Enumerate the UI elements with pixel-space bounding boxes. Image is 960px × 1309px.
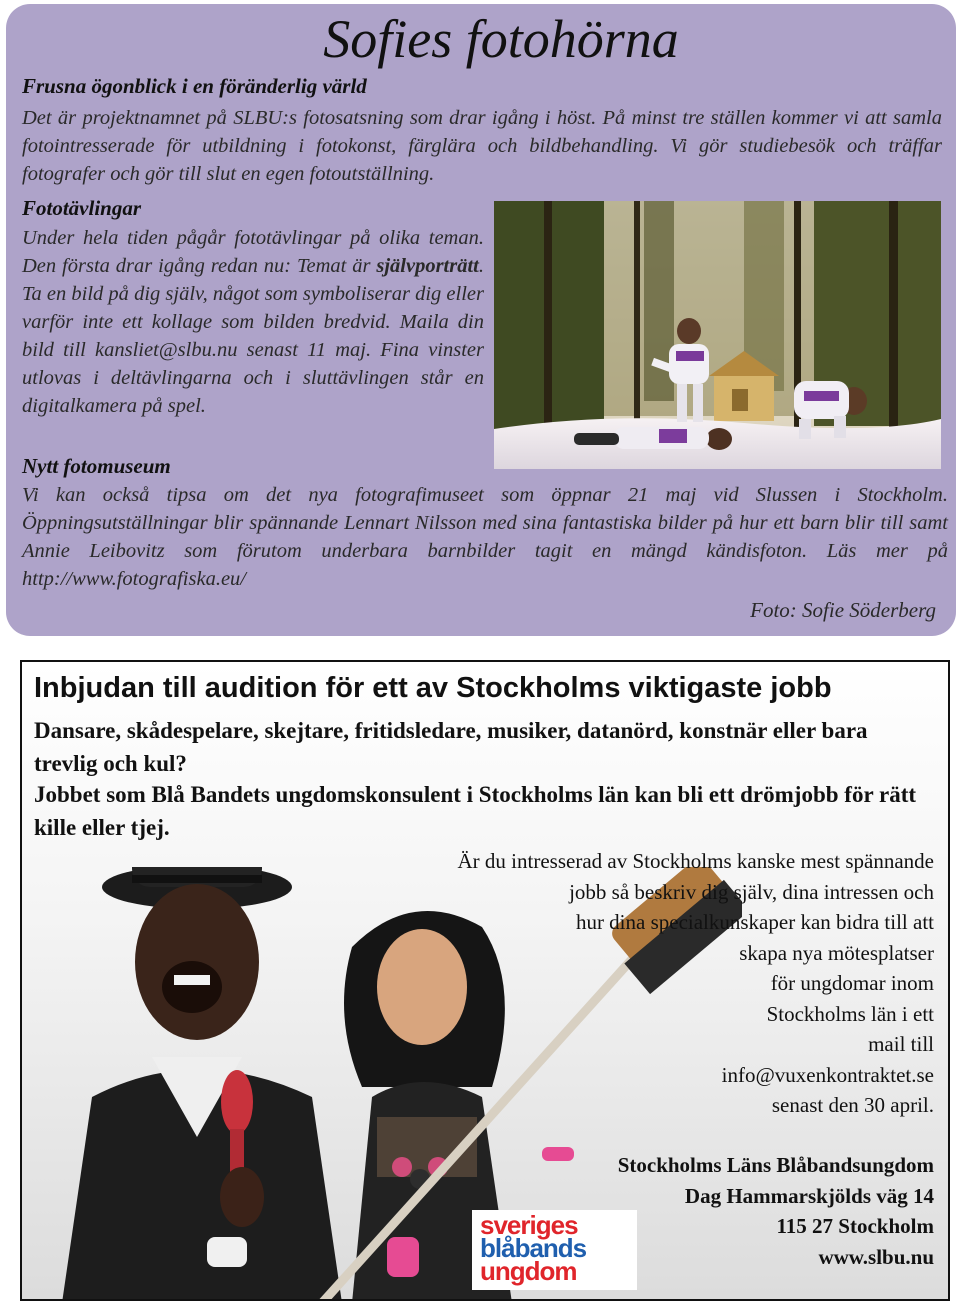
website-link[interactable]: www.slbu.nu — [818, 1244, 934, 1269]
photo-credit: Foto: Sofie Söderberg — [750, 598, 936, 622]
contest-theme: självporträtt — [376, 255, 479, 277]
ad-title: Inbjudan till audition för ett av Stockholms viktigaste jobb — [34, 672, 832, 704]
ad-body-line: Är du intresserad av Stockholms kanske mest spännande — [457, 849, 934, 873]
contest-paragraph — [22, 224, 484, 420]
self-portrait-collage-photo — [494, 201, 941, 469]
museum-paragraph: Vi kan också tipsa om det nya fotografimuseet som öppnar 21 maj vid Slussen i Stockholm. Öppningsutställningar blir spännande Lennart Nilsson med sina fantastiska bilder på hur ett barn blir till samt Annie Leibovitz som förutom underbara barnbilder tagit en mängd kändisfoton. Läs mer på http://www.fotografiska.eu/ — [22, 484, 948, 590]
ad-body-line: hur dina specialkunskaper kan bidra till att — [575, 910, 934, 934]
logo-line-2: blåbands — [480, 1233, 587, 1263]
postal-address: 115 27 Stockholm — [776, 1214, 934, 1238]
ad-body-line: för ungdomar inom — [770, 971, 934, 995]
logo-line-1: sveriges — [480, 1210, 578, 1240]
ad-deadline: senast den 30 april. — [771, 1093, 934, 1117]
ad-body-line: mail till — [868, 1032, 934, 1056]
contest-heading: Fototävlingar — [22, 196, 142, 220]
intro-paragraph: Det är projektnamnet på SLBU:s fotosatsning som drar igång i höst. På minst tre ställen kommer vi att samla fotointresserade för utbildning i fotokonst, färglära och bildbehandling. Vi gör studiebesök och träffar fotografer och gör till slut en egen fotoutställning. — [22, 107, 942, 185]
museum-heading: Nytt fotomuseum — [22, 454, 171, 478]
contest-text-b: . Ta en bild på dig själv, något som symboliserar dig eller varför inte ett kollage som bilden bredvid. Maila din bild till kansliet@slbu.nu senast 11 maj. Fina vinster utlovas i deltävlingarna och i sluttävlingen står en digitalkamera på spel. — [22, 255, 484, 417]
ad-body-line: Stockholms län i ett — [766, 1001, 934, 1026]
intro-heading: Frusna ögonblick i en föränderlig värld — [22, 74, 367, 98]
audition-ad — [20, 660, 950, 1301]
contest-text-a: Under hela tiden pågår fototävlingar på olika teman. Den första drar igång redan nu: Temat är — [22, 227, 484, 277]
ad-lead-roles: Dansare, skådespelare, skejtare, fritidsledare, musiker, datanörd, konstnär eller bara trevlig och kul? — [34, 718, 868, 776]
logo-line-3: ungdom — [480, 1256, 577, 1286]
page-title: Sofies fotohörna — [323, 9, 679, 69]
photo-corner-box — [6, 4, 956, 636]
sveriges-blabandsungdom-logo — [472, 1210, 637, 1290]
ad-lead-job: Jobbet som Blå Bandets ungdomskonsulent i Stockholms län kan bli ett drömjobb för rätt kille eller tjej. — [34, 782, 917, 840]
ad-contact-email[interactable]: info@vuxenkontraktet.se — [721, 1062, 934, 1087]
ad-body-line: jobb så beskriv dig själv, dina intressen och — [569, 879, 934, 904]
org-name: Stockholms Läns Blåbandsungdom — [617, 1153, 934, 1177]
snow-scene-image — [494, 201, 941, 469]
street-address: Dag Hammarskjölds väg 14 — [684, 1183, 934, 1208]
ad-body-text — [314, 846, 934, 1121]
ad-body-line: skapa nya mötesplatser — [739, 940, 934, 965]
